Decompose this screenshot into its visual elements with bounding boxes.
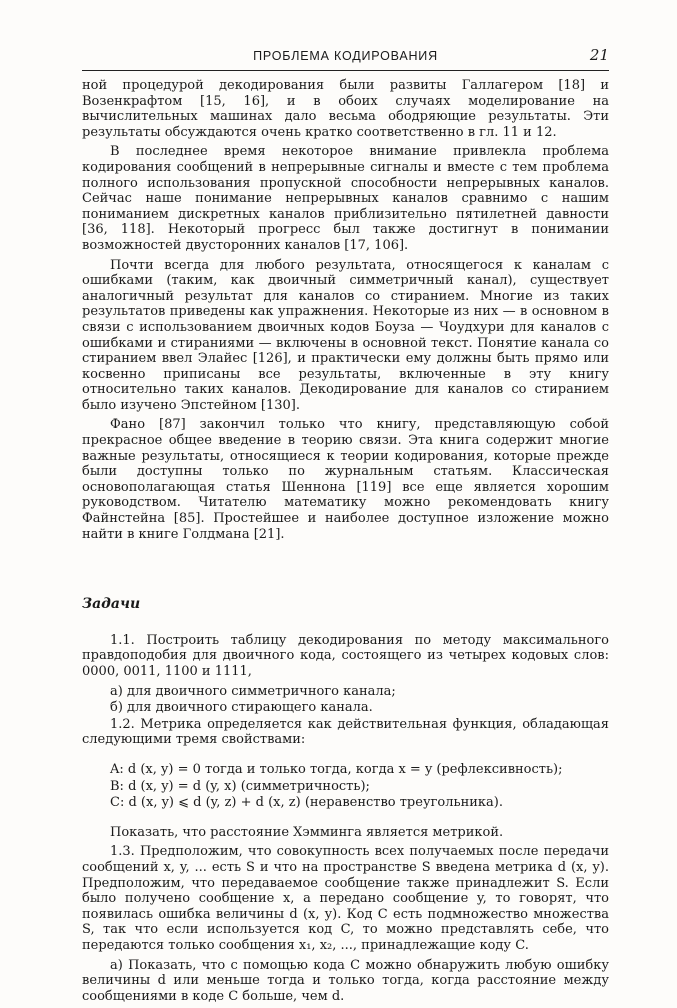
- metric-axioms: [110, 762, 609, 811]
- axiom-c: C: d (x, y) ⩽ d (y, z) + d (x, z) (неравенство треугольника).: [110, 795, 503, 811]
- problem-1-2-task: Показать, что расстояние Хэмминга является метрикой.: [110, 824, 504, 840]
- axiom-a: A: d (x, y) = 0 тогда и только тогда, когда x = y (рефлексивность);: [110, 761, 563, 777]
- page-number: 21: [589, 46, 609, 64]
- problem-1-1-b: б) для двоичного стирающего канала.: [110, 700, 373, 716]
- section-title-problems: Задачи: [82, 596, 141, 613]
- problem-1-2: 1.2. Метрика определяется как действительная функция, обладающая следующими тремя свойствами:: [82, 716, 609, 748]
- paragraph-literature: Фано [87] закончил только что книгу, представляющую собой прекрасное общее введение в теорию связи. Эта книга содержит многие важные результаты, относящиеся к теории кодирования, которые прежде были доступны только по журнальным статьям. Классическая основополагающая статья Шеннона [119] все еще является хорошим руководством. Читателю математику можно рекомендовать книгу Файнстейна [85]. Простейшее и наиболее доступное изложение можно найти в книге Голдмана [21].: [82, 417, 609, 542]
- running-header: [82, 44, 609, 71]
- problem-1-1: 1.1. Построить таблицу декодирования по методу максимального правдоподобия для двоичного кода, состоящего из четырех кодовых слов: 0000, 0011, 1100 и 1111,: [82, 632, 609, 679]
- problem-1-1-a: а) для двоичного симметричного канала;: [110, 683, 396, 699]
- paragraph-erasure-channels: Почти всегда для любого результата, относящегося к каналам с ошибками (таким, как двоичный симметричный канал), существует аналогичный результат для каналов со стиранием. Многие из таких результатов приведены как упражнения. Некоторые из них — в основном в связи с использованием двоичных кодов Боуза — Чоудхури для каналов с ошибками и стираниями — включены в основной текст. Понятие канала со стиранием ввел Элайес [126], и практически ему должны быть прямо или косвенно приписаны все результаты, включенные в эту книгу относительно таких каналов. Декодирование для каналов со стиранием было изучено Эпстейном [130].: [82, 257, 609, 413]
- paragraph-continuous-channels: В последнее время некоторое внимание привлекла проблема кодирования сообщений в непрерывные сигналы и вместе с тем проблема полного использования пропускной способности непрерывных каналов. Сейчас наше понимание непрерывных каналов сравнимо с нашим пониманием дискретных каналов приблизительно пятилетней давности [36, 118]. Некоторый прогресс был также достигнут в понимании возможностей двусторонних каналов [17, 106].: [82, 144, 609, 253]
- paragraph-continuation: ной процедурой декодирования были развиты Галлагером [18] и Возенкрафтом [15, 16], и в обоих случаях моделирование на вычислительных машинах дало весьма ободряющие результаты. Эти результаты обсуждаются очень кратко соответственно в гл. 11 и 12.: [82, 78, 609, 140]
- axiom-b: B: d (x, y) = d (y, x) (симметричность);: [110, 778, 370, 794]
- problem-1-3: 1.3. Предположим, что совокупность всех получаемых после передачи сообщений x, y, ... есть S и что на пространстве S введена метрика d (x, y). Предположим, что передаваемое сообщение также принадлежит S. Если было получено сообщение x, а передано сообщение y, то говорят, что появилась ошибка величины d (x, y). Код C есть подмножество множества S, так что если используется код C, то можно представлять себе, что передаются только сообщения x₁, x₂, ..., принадлежащие коду C.: [82, 844, 609, 953]
- header-title: ПРОБЛЕМА КОДИРОВАНИЯ: [253, 49, 438, 63]
- page-body: [82, 78, 609, 1008]
- problem-1-3-a: а) Показать, что с помощью кода C можно обнаружить любую ошибку величины d или меньше тогда и только тогда, когда расстояние между сообщениями в коде C больше, чем d.: [82, 957, 609, 1004]
